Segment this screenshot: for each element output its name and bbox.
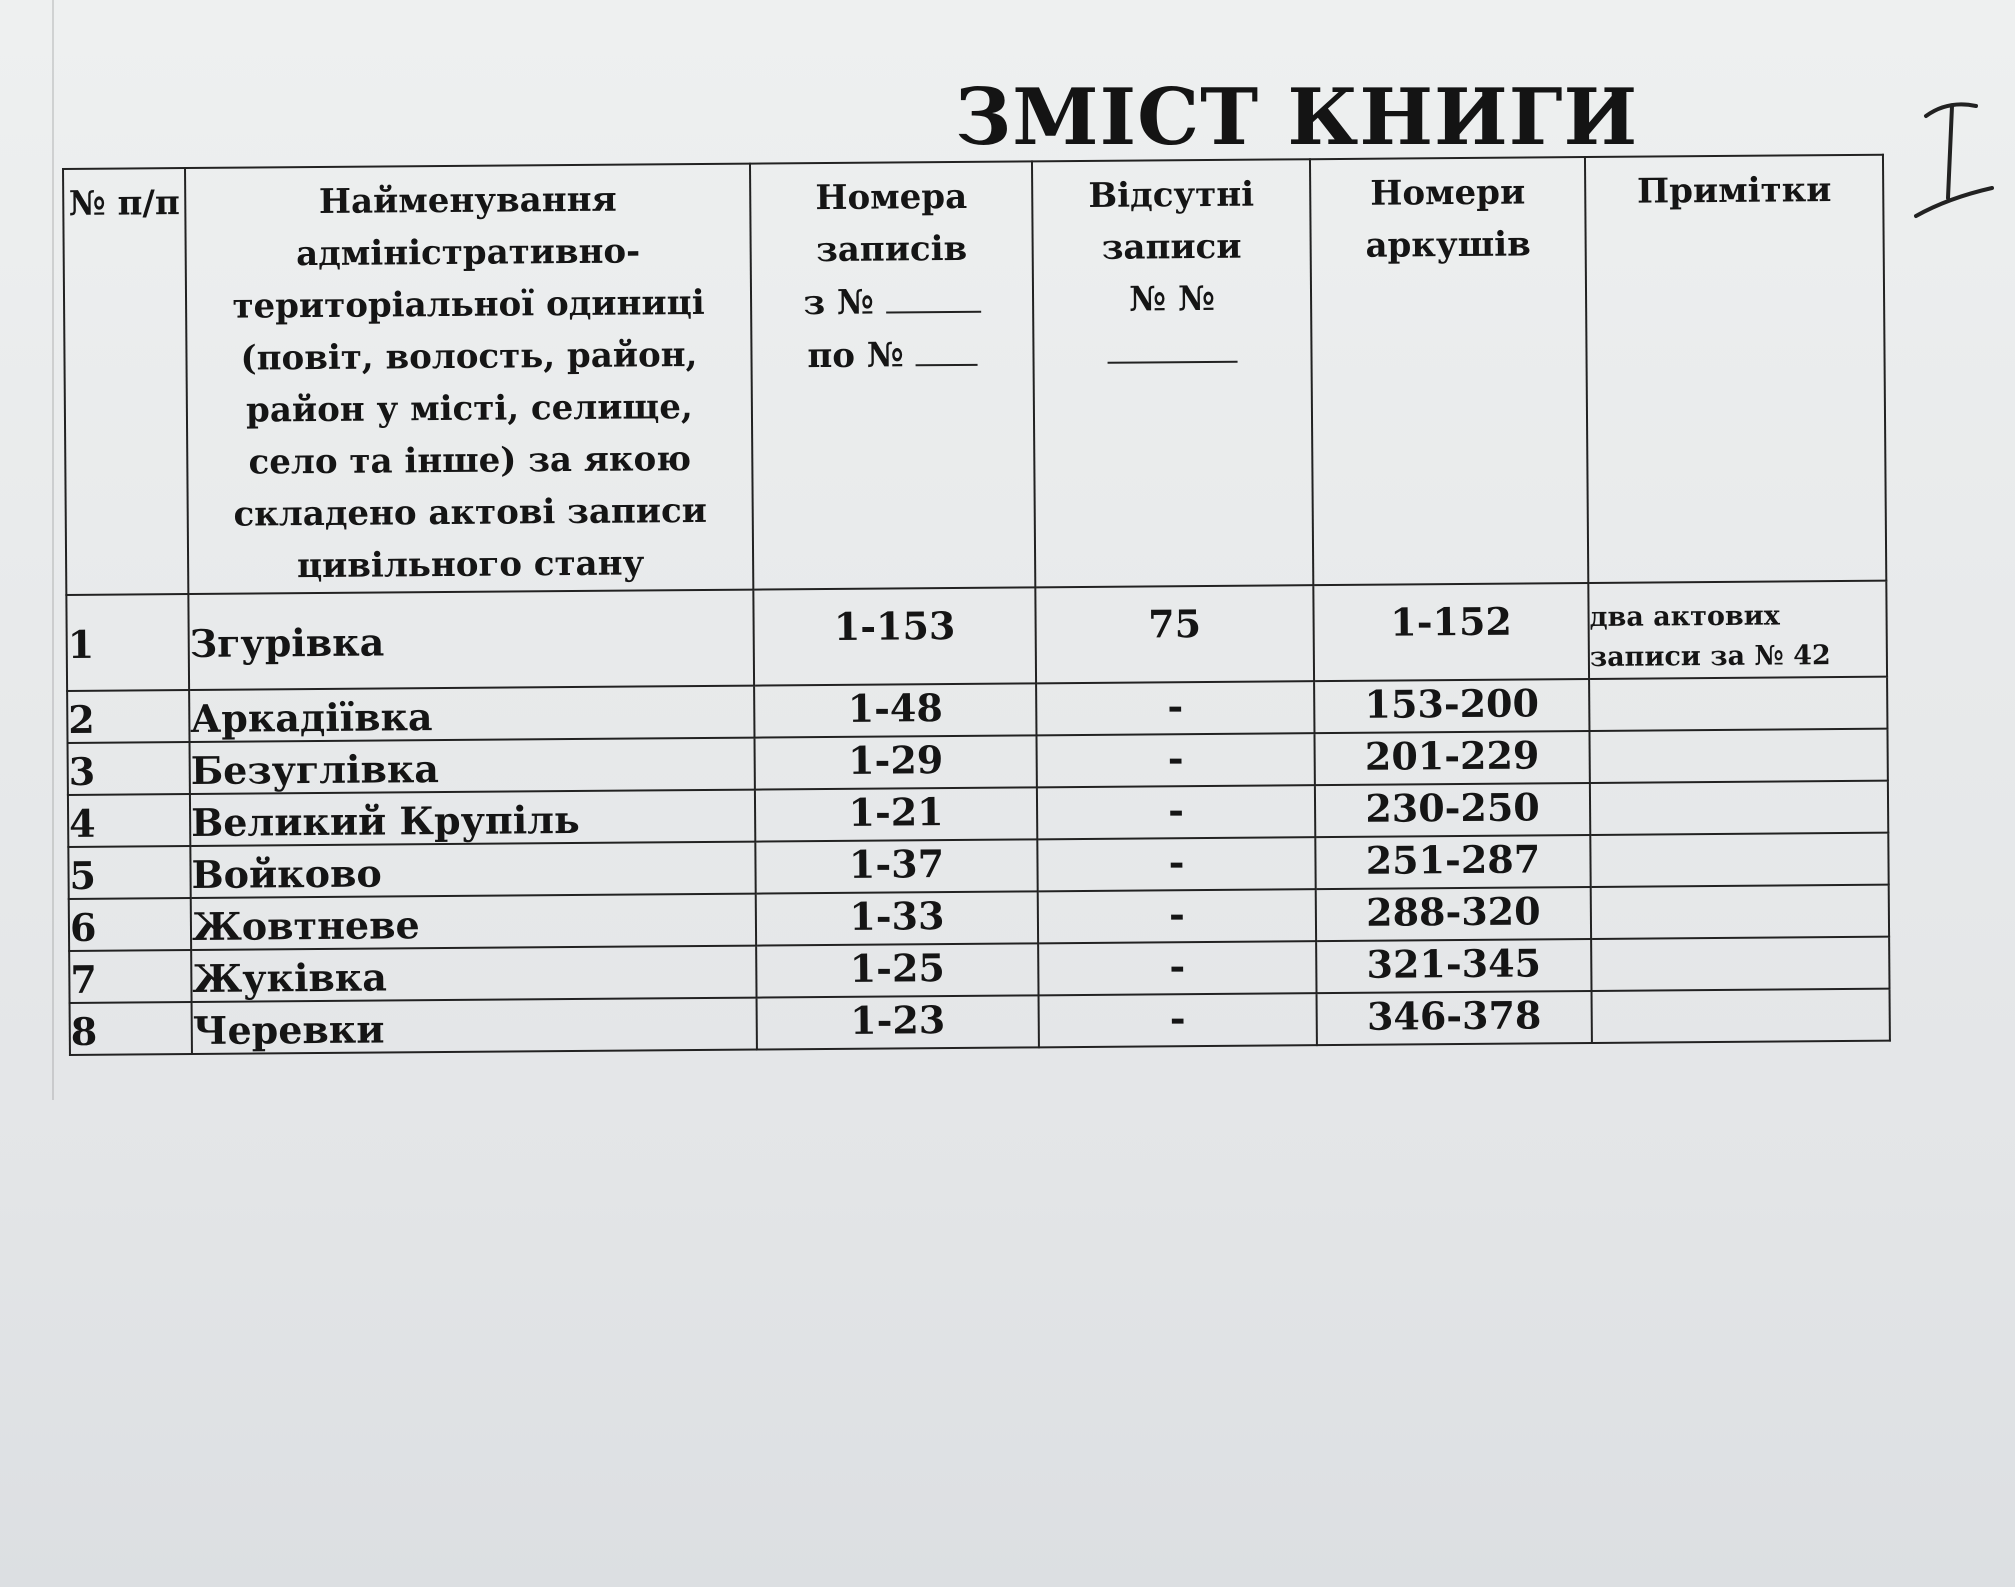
row-notes-line: записи за № 42 [1589,640,1831,674]
header-unit-name-line: складено актові записи [233,490,708,535]
row-sheet-range: 1-152 [1313,583,1589,681]
header-record-range [750,161,1035,589]
row-unit-name: Черевки [192,998,757,1054]
row-number: 4 [68,794,190,847]
row-notes [1590,781,1888,835]
row-notes [1592,989,1890,1043]
handwritten-volume-mark [1908,88,1998,228]
page-edge-shadow [52,0,54,1100]
header-notes: Примітки [1585,155,1886,583]
row-record-range: 1-25 [756,943,1038,997]
header-missing-title: Відсутні записи [1088,174,1255,268]
row-number: 6 [69,898,191,951]
row-record-range: 1-33 [756,891,1038,945]
header-unit-name-line: Найменування [318,179,617,222]
row-notes [1589,729,1887,783]
row-missing-records: - [1038,889,1316,943]
row-sheet-range: 230-250 [1315,783,1590,837]
row-record-range: 1-37 [755,839,1037,893]
row-missing-records: - [1037,785,1315,839]
header-row [63,155,1886,595]
row-notes [1588,581,1887,679]
header-unit-name-line: адміністративно- [295,231,641,275]
row-notes [1591,937,1889,991]
table-row [66,581,1887,691]
row-number: 7 [69,950,191,1003]
row-number: 5 [68,846,190,899]
row-missing-records: - [1036,733,1314,787]
row-unit-name: Жовтневе [191,894,756,950]
row-sheet-range: 251-287 [1315,835,1590,889]
row-missing-records: - [1038,941,1316,995]
row-number: 3 [68,742,190,795]
header-sheet-numbers: Номери аркушів [1310,157,1588,585]
row-notes-line: два актових [1589,600,1780,634]
header-missing-nums: № № [1129,278,1216,320]
row-unit-name: Войково [190,842,755,898]
header-record-from: з № [752,274,1032,329]
row-notes [1590,833,1888,887]
row-missing-records: - [1039,993,1317,1047]
header-number: № п/п [63,168,188,595]
contents-table [62,154,1891,1056]
header-unit-name-line: цивільного стану [296,543,645,587]
row-record-range: 1-153 [753,587,1036,685]
header-unit-name-line: село та інше) за якою [248,439,692,483]
header-missing-records [1032,159,1313,587]
header-missing-fill [1034,324,1310,379]
row-sheet-range: 201-229 [1314,731,1589,785]
row-unit-name: Безуглівка [190,738,755,794]
row-unit-name: Згурівка [188,590,754,690]
header-unit-name-line: територіальної одиниці [232,282,705,327]
row-unit-name: Жуківка [191,946,756,1002]
row-sheet-range: 153-200 [1314,679,1589,733]
row-sheet-range: 321-345 [1316,939,1591,993]
row-number: 8 [70,1002,192,1055]
header-record-to: по № [752,327,1032,382]
row-missing-records: - [1037,837,1315,891]
header-record-range-title: Номера записів [815,176,968,271]
row-sheet-range: 346-378 [1317,991,1592,1045]
row-record-range: 1-29 [754,735,1036,789]
row-number: 1 [66,594,189,691]
contents-table-wrapper [62,154,1891,1056]
header-unit-name-line: (повіт, волость, район, [240,335,698,379]
row-number: 2 [67,690,189,743]
row-sheet-range: 288-320 [1316,887,1591,941]
document-title: ЗМІСТ КНИГИ [955,72,1639,163]
row-notes [1589,677,1887,731]
row-notes [1591,885,1889,939]
row-record-range: 1-21 [755,787,1037,841]
row-missing-records: - [1036,681,1314,735]
header-unit-name [185,164,753,594]
row-unit-name: Великий Крупіль [190,790,755,846]
header-unit-name-line: район у місті, селище, [245,387,693,431]
row-missing-records: 75 [1035,585,1314,683]
row-unit-name: Аркадіївка [189,686,754,742]
row-record-range: 1-23 [757,995,1039,1049]
row-record-range: 1-48 [754,683,1036,737]
